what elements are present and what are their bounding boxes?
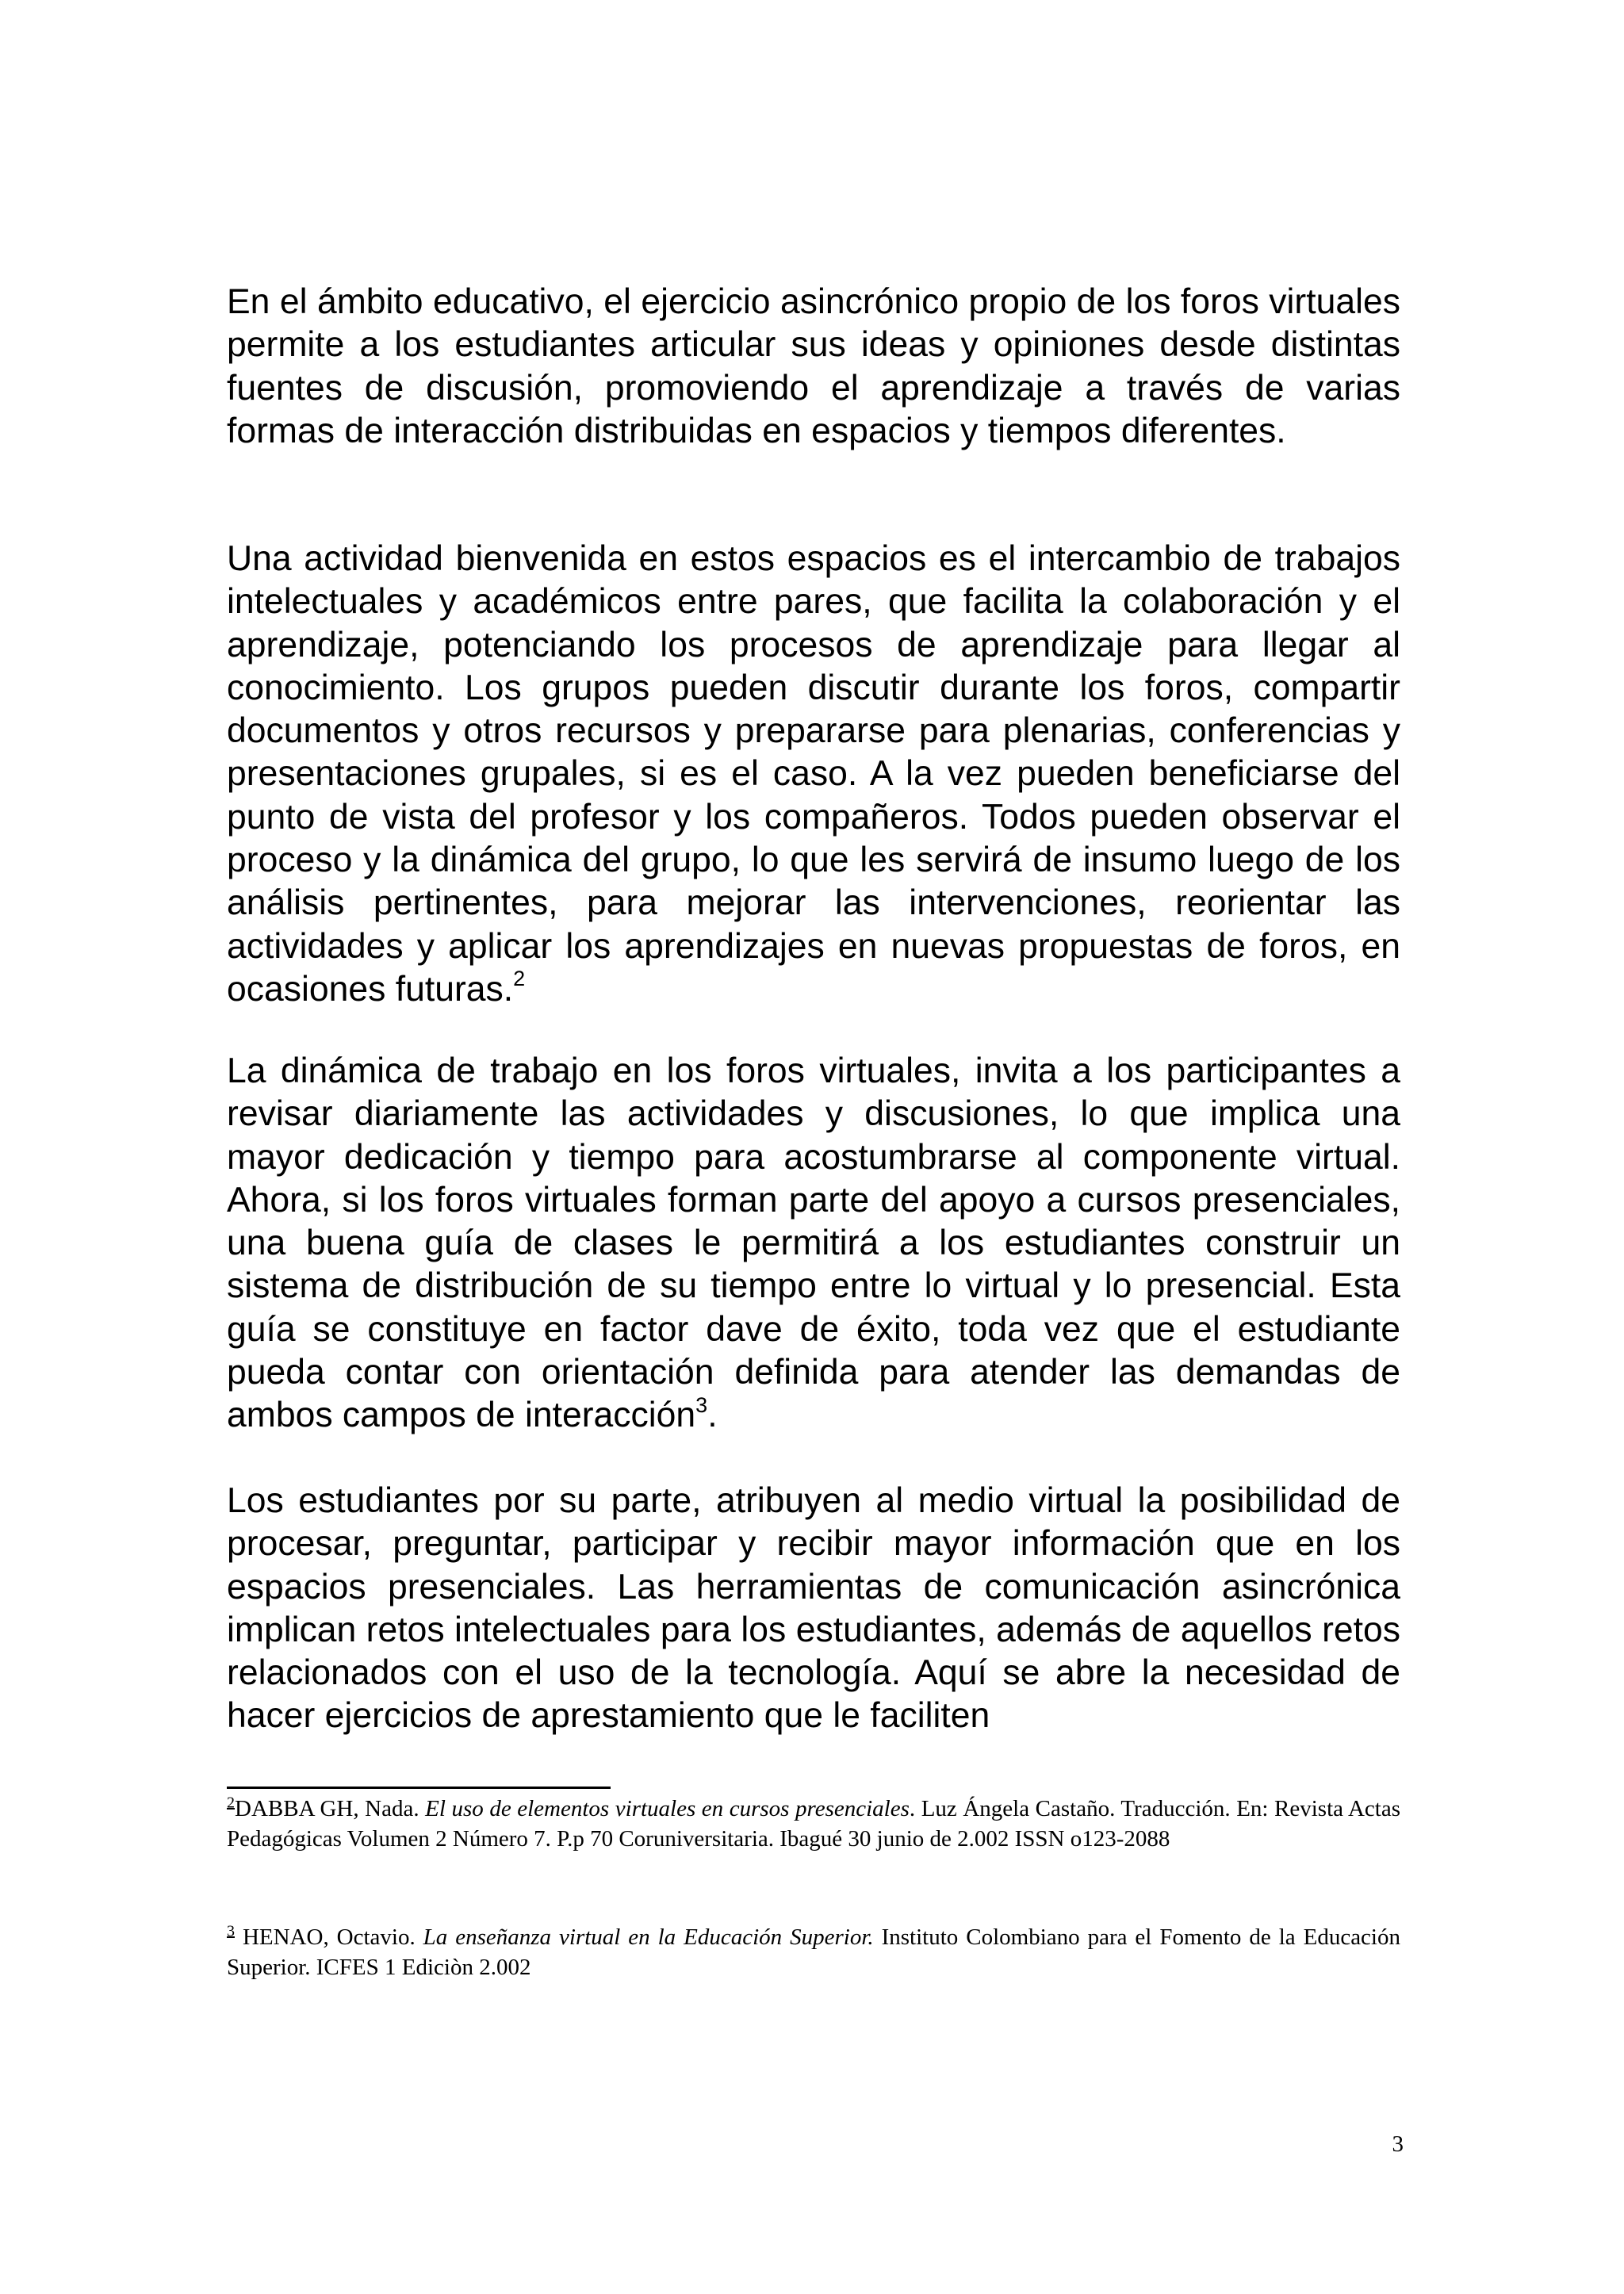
footnote-separator bbox=[227, 1787, 611, 1789]
paragraph-2 bbox=[227, 538, 1400, 1011]
paragraph-4 bbox=[227, 1480, 1400, 1738]
paragraph-4-text: Los estudiantes por su parte, atribuyen al medio virtual la posibilidad de procesar, preguntar, participar y recibir mayor información que en los espacios presenciales. Las herramientas de comunicación asincrónica implican retos intelectuales para los estudiantes, además de aquellos retos relacionados con el uso de la tecnología. Aquí se abre la necesidad de hacer ejercicios de aprestamiento que le faciliten bbox=[227, 1481, 1400, 1736]
footnote-3 bbox=[227, 1922, 1400, 1982]
paragraph-3-text: La dinámica de trabajo en los foros virtuales, invita a los participantes a revisar diariamente las actividades y discusiones, lo que implica una mayor dedicación y tiempo para acostumbrarse al componente virtual. Ahora, si los foros virtuales forman parte del apoyo a cursos presenciales, una buena guía de clases le permitirá a los estudiantes construir un sistema de distribución de su tiempo entre lo virtual y lo presencial. Esta guía se constituye en factor dave de éxito, toda vez que el estudiante pueda contar con orientación definida para atender las demandas de ambos campos de interacción bbox=[227, 1051, 1400, 1435]
footnote-3-mark: 3 bbox=[227, 1922, 235, 1940]
paragraph-2-text: Una actividad bienvenida en estos espacios es el intercambio de trabajos intelectuales y académicos entre pares, que facilita la colaboración y el aprendizaje, potenciando los procesos de aprendizaje para llegar al conocimiento. Los grupos pueden discutir durante los foros, compartir documentos y otros recursos y prepararse para plenarias, conferencias y presentaciones grupales, si es el caso. A la vez pueden beneficiarse del punto de vista del profesor y los compañeros. Todos pueden observar el proceso y la dinámica del grupo, lo que les servirá de insumo luego de los análisis pertinentes, para mejorar las intervenciones, reorientar las actividades y aplicar los aprendizajes en nuevas propuestas de foros, en ocasiones futuras. bbox=[227, 539, 1400, 1009]
footnote-ref-3[interactable]: 3 bbox=[695, 1392, 708, 1417]
footnote-3-title: La enseñanza virtual en la Educación Superior. bbox=[423, 1924, 874, 1950]
footnote-2 bbox=[227, 1794, 1400, 1854]
footnote-ref-2[interactable]: 2 bbox=[513, 967, 526, 991]
paragraph-3 bbox=[227, 1050, 1400, 1438]
footnote-3-details: Instituto Colombiano para el Fomento de la Educación Superior. ICFES 1 Ediciòn 2.002 bbox=[227, 1924, 1400, 1980]
footnote-2-details: . Luz Ángela Castaño. Traducción. En: Revista Actas Pedagógicas Volumen 2 Número 7. P.p 70 Coruniversitaria. Ibagué 30 junio de 2.002 ISSN o123-2088 bbox=[227, 1796, 1400, 1852]
footnote-2-title: El uso de elementos virtuales en cursos presenciales bbox=[425, 1796, 910, 1821]
footnote-3-author: HENAO, Octavio. bbox=[235, 1924, 423, 1950]
paragraph-1-text: En el ámbito educativo, el ejercicio asincrónico propio de los foros virtuales permite a los estudiantes articular sus ideas y opiniones desde distintas fuentes de discusión, promoviendo el aprendizaje a través de varias formas de interacción distribuidas en espacios y tiempos diferentes. bbox=[227, 282, 1400, 450]
paragraph-3-end: . bbox=[707, 1396, 718, 1435]
footnote-2-author: DABBA GH, Nada. bbox=[235, 1796, 426, 1821]
footnote-2-mark: 2 bbox=[227, 1794, 235, 1812]
paragraph-1 bbox=[227, 281, 1400, 453]
page-number: 3 bbox=[1392, 2131, 1404, 2157]
